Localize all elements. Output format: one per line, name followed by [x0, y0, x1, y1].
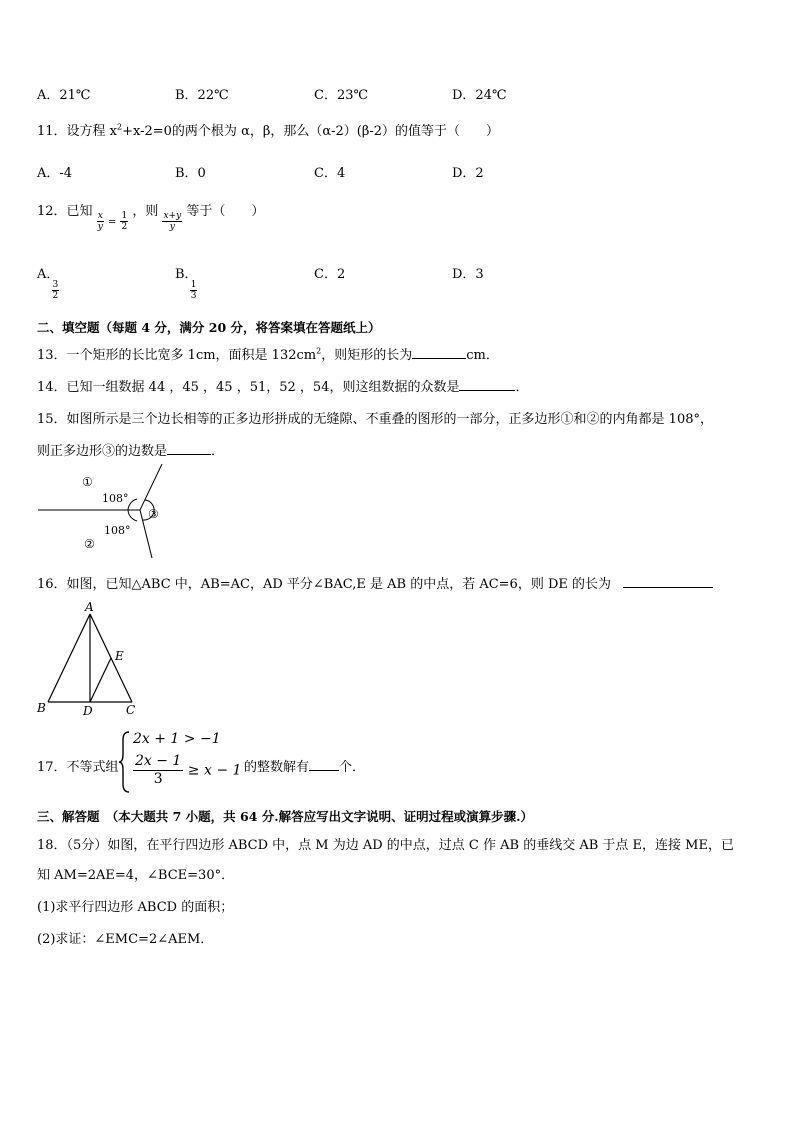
q16-vertex-d: D [83, 704, 93, 718]
q17-answer-blank[interactable] [309, 759, 339, 771]
q10-option-b: B．22℃ [175, 88, 229, 103]
q16-vertex-c: C [126, 703, 136, 717]
q10-option-a: A．21℃ [37, 88, 91, 103]
q18-part-1: (1)求平行四边形 ABCD 的面积； [37, 900, 234, 915]
q12-option-b: B． $\frac{1}{3}$ [175, 267, 198, 301]
q12-fraction-target: $\frac{x+y}{y}$ [163, 211, 182, 232]
q12-fraction-half: $\frac{1}{2}$ [121, 211, 128, 232]
q18-stem-line1: 18．（5分）如图，在平行四边形 ABCD 中，点 M 为边 AD 的中点，过点 C 作 AB 的垂线交 AB 于点 E，连接 ME，已 [37, 838, 734, 853]
q15-stem-line2: 则正多边形③的边数是 ． [37, 444, 225, 459]
q16-stem: 16．如图，已知△ABC 中，AB=AC，AD 平分∠BAC,E 是 AB 的中点，若 AC=6，则 DE 的长为 [37, 573, 713, 592]
q10-option-c: C．23℃ [314, 88, 369, 103]
q15-angle-108-bottom: 108° [104, 524, 131, 537]
section-fill-in-heading: 二、填空题（每题 4 分，满分 20 分，将答案填在答题纸上） [37, 320, 381, 335]
q17-brace [118, 730, 132, 794]
q18-part-2: (2)求证：∠EMC=2∠AEM． [37, 932, 214, 947]
q17-stem-pre: 17．不等式组 [37, 760, 119, 775]
q15-label-polygon-2: ② [84, 537, 95, 551]
q11-option-d: D．2 [452, 166, 484, 181]
q18-stem-line2: 知 AM=2AE=4，∠BCE=30°． [37, 868, 235, 883]
q12-option-d: D．3 [452, 267, 484, 282]
q13-answer-blank[interactable] [412, 347, 466, 359]
q12-stem: 12．已知 $\frac{x}{y}$ $_=$ $\frac{1}{2}$ ，则 $\frac{x+y}{y}$ 等于（ ） [37, 204, 265, 232]
q13-stem: 13．一个矩形的长比宽多 1cm，面积是 $132cm^2$，则矩形的长为 cm． [37, 346, 499, 363]
q12-option-c: C．2 [314, 267, 346, 282]
q16-vertex-b: B [37, 701, 46, 715]
q10-option-d: D．24℃ [452, 88, 507, 103]
q12-option-a: A． $\frac{3}{2}$ [37, 267, 60, 301]
q17-stem-post: 的整数解有 个． [244, 760, 366, 775]
q16-triangle-figure [34, 598, 144, 718]
q15-stem-line1: 15．如图所示是三个边长相等的正多边形拼成的无缝隙、不重叠的图形的一部分，正多边形①和②的内角都是 108°， [37, 412, 713, 427]
q15-answer-blank[interactable] [167, 443, 211, 455]
q11-option-c: C．4 [314, 166, 346, 181]
q15-angle-108-top: 108° [102, 492, 129, 505]
q11-option-a: A．-4 [37, 166, 73, 181]
q14-stem: 14．已知一组数据 44 ，45 ，45 ，51，52 ，54，则这组数据的众数是 ． [37, 380, 529, 395]
q12-fraction-x-over-y: $\frac{x}{y}$ [97, 211, 103, 232]
q16-answer-blank[interactable] [623, 576, 713, 588]
q15-label-polygon-1: ① [82, 475, 93, 489]
q11-option-b: B．0 [175, 166, 206, 181]
q15-polygon-figure [30, 462, 180, 562]
q16-point-e: E [115, 649, 124, 663]
q16-vertex-a: A [85, 600, 94, 614]
q17-inequality-1: 2x + 1 > −1 [133, 731, 221, 747]
section-solutions-heading: 三、解答题 （本大题共 7 小题，共 64 分.解答应写出文字说明、证明过程或演算步骤.） [37, 809, 533, 824]
q15-label-polygon-3: ③ [148, 507, 159, 521]
q11-stem: 11．设方程 $x^2+x-2=0$的两个根为 α，β，那么（α-2）(β-2）的值等于（ ） [37, 122, 500, 139]
q17-inequality-2: $\frac{2x - 1}{3}$ ≥ x − 1 [135, 753, 242, 787]
q14-answer-blank[interactable] [459, 379, 515, 391]
